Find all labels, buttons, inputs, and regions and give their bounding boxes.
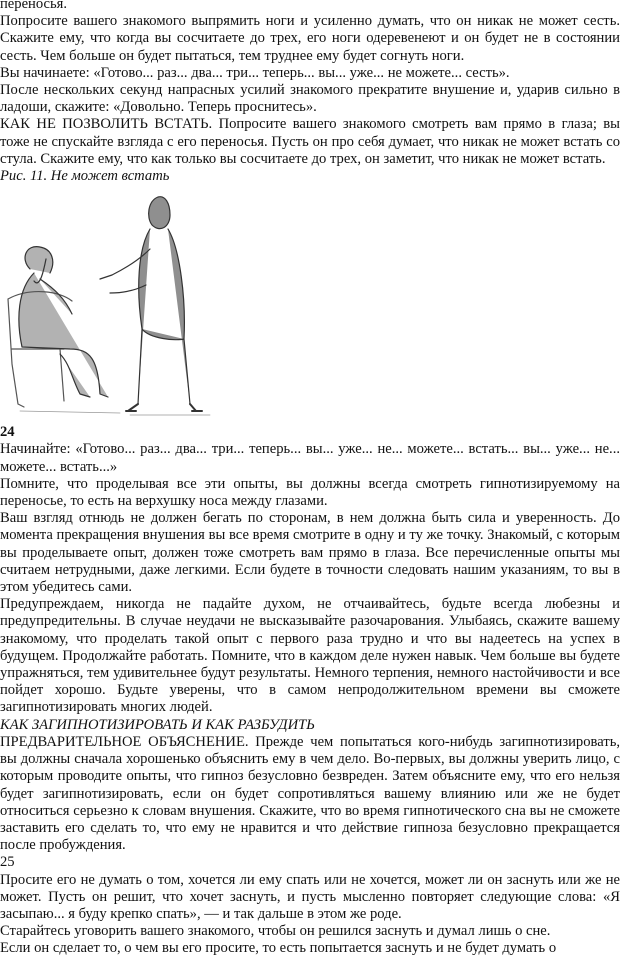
paragraph: ПРЕДВАРИТЕЛЬНОЕ ОБЪЯСНЕНИЕ. Прежде чем попытаться кого-нибудь загипнотизировать, вы должны сначала хорошенько объяснить ему в чем дело. Во-первых, вы должны уверить лицо, с которым проводите опыты, что гипноз безусловно безвреден. Затем объясните ему, что его нельзя будет загипнотизировать, если он будет сопротивляться вашему влиянию или же не будет относиться серьезно к словам внушения. Скажите, что во время гипнотического сна вы не сможете заставить его сделать то, что ему не нравится и что действие гипноза безусловно прекращается после пробуждения. — [0, 733, 620, 854]
paragraph: Помните, что проделывая все эти опыты, вы должны всегда смотреть гипнотизируемому на переносье, то есть на верхушку носа между глазами. — [0, 475, 620, 510]
paragraph: Если он сделает то, о чем вы его просите, то есть попытается заснуть и не будет думать о — [0, 940, 557, 957]
section-heading: КАК ЗАГИПНОТИЗИРОВАТЬ И КАК РАЗБУДИТЬ — [0, 716, 315, 733]
page-number: 24 — [0, 424, 15, 441]
paragraph: Предупреждаем, никогда не падайте духом, не отчаивайтесь, будьте всегда любезны и предупредительны. В случае неудачи не высказывайте разочарования. Улыбаясь, скажите вашему знакомому, что проделать такой опыт с первого раза трудно и что вы надеетесь на успех в будущем. Продолжайте работать. Помните, что в каждом деле нужен навык. Чем больше вы будете упражняться, тем удивительнее будут результаты. Немного терпения, немного настойчивости и все пойдет хорошо. Будьте уверены, что в самом непродолжительном времени вы сможете загипнотизировать многих людей. — [0, 596, 620, 716]
paragraph: переносья. — [0, 0, 68, 12]
paragraph: КАК НЕ ПОЗВОЛИТЬ ВСТАТЬ. Попросите вашего знакомого смотреть вам прямо в глаза; вы тоже не спускайте взгляда с его переносья. Пусть он про себя думает, что никак не может встать со стула. Скажите ему, что как только вы сосчитаете до трех, он заметит, что никак не может встать. — [0, 116, 620, 167]
paragraph: Просите его не думать о том, хочется ли ему спать или не хочется, может ли он заснуть или же не может. Пусть он решит, что хочет заснуть, и пусть мысленно повторяет следующие слова: «Я засыпаю... я буду крепко спать», — и так дальше в этом же роде. — [0, 871, 620, 922]
paragraph: Старайтесь уговорить вашего знакомого, чтобы он решился заснуть и думал лишь о сне. — [0, 923, 551, 940]
paragraph: После нескольких секунд напрасных усилий знакомого прекратите внушение и, ударив сильно в ладоши, скажите: «Довольно. Теперь проснитесь». — [0, 82, 620, 116]
figure-illustration — [0, 189, 260, 424]
paragraph: Начинайте: «Готово... раз... два... три... теперь... вы... уже... не... можете... встать... вы... уже... не... можете... встать...» — [0, 441, 620, 475]
page-number: 25 — [0, 854, 15, 871]
paragraph: Ваш взгляд отнюдь не должен бегать по сторонам, в нем должна быть сила и уверенность. До момента прекращения внушения вы все время смотрите в одну и ту же точку. Знакомый, с которым вы проделываете опыт, должен тоже смотреть вам прямо в глаза. Все перечисленные опыты мы считаем нетрудными, даже легкими. Если будете в точности следовать нашим указаниям, то вы в этом убедитесь сами. — [0, 510, 620, 596]
paragraph: Попросите вашего знакомого выпрямить ноги и усиленно думать, что он никак не может сесть. Скажите ему, что когда вы сосчитаете до трех, его ноги одеревенеют и он будет не в состоянии сесть. Чем больше он будет пытаться, тем труднее ему будет согнуть ноги. — [0, 13, 620, 64]
figure-caption: Рис. 11. Не может встать — [0, 168, 170, 185]
paragraph: Вы начинаете: «Готово... раз... два... три... теперь... вы... уже... не можете... сесть». — [0, 64, 510, 81]
